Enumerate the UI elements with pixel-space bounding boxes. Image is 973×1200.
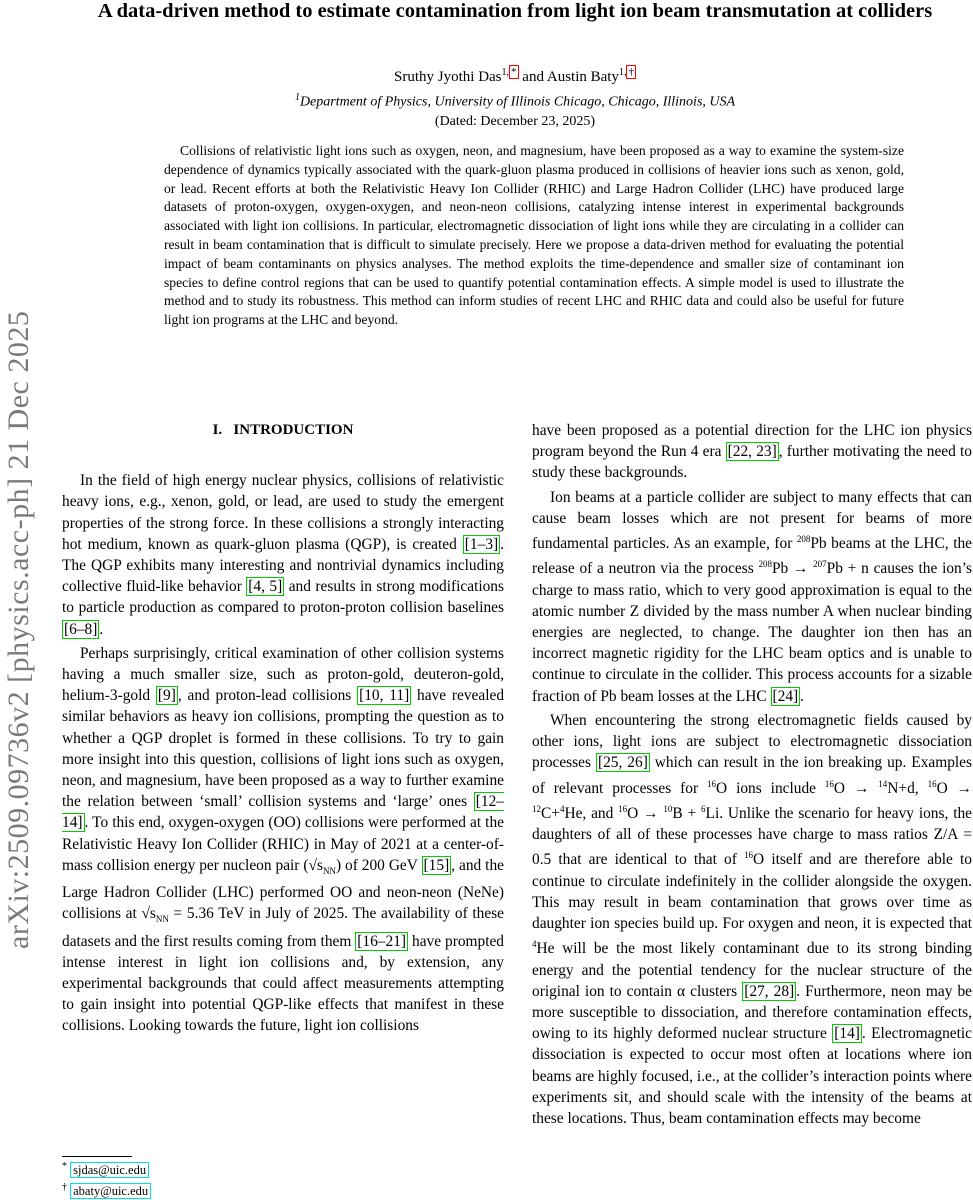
affiliation — [70, 92, 960, 111]
text-run: Li. Unlike the scenario for heavy ions, the daughters of all of these processes have charge to mass ratios Z/A = 0.5 that are identical to that of — [532, 804, 972, 869]
footnote — [62, 1158, 482, 1179]
text-run: He, and — [564, 804, 619, 822]
isotope-mass: 10 — [663, 803, 673, 814]
paragraph — [532, 420, 972, 484]
isotope-mass: 4 — [559, 803, 565, 814]
text-run: Pb + n causes the ion’s charge to mass ratio, which to very good approximation is equal to the atomic number Z divided by the mass number A when nuclear binding energies are neglected, to change. The daughter ion then has an incorrect magnetic rigidity for the LHC beam optics and is unable to continue to circulate in the collider. This process accounts for a sizable fraction of Pb beam losses at the LHC — [532, 560, 972, 705]
isotope-mass: 14 — [878, 778, 888, 789]
text-run: In the field of high energy nuclear physics, collisions of relativistic heavy ions, e.g., xenon, gold, or lead, are used to study the emergent properties of the strong force. In these collisions a strongly interacting hot medium, known as quark-gluon plasma (QGP), is created — [62, 472, 504, 553]
text-run: and results in strong modifications to particle production as compared to proton-proton collision baselines — [62, 578, 504, 617]
text-run: which can result in the ion breaking up. Examples of relevant processes for — [532, 754, 972, 797]
text-run: have revealed similar behaviors as heavy ion collisions, prompting the question as to whether a QGP droplet is formed in these collisions. To try to gain more insight into this question, collisions of light ions such as oxygen, neon, and magnesium, have been proposed as a way to further examine the relation between ‘small’ collision systems and ‘large’ ones — [62, 687, 505, 811]
text-run: O → — [936, 779, 972, 797]
text-run: B + — [672, 804, 702, 822]
right-column — [532, 420, 972, 1129]
citation-link[interactable]: [16–21] — [357, 932, 407, 950]
footnote-mark: † — [62, 1182, 67, 1194]
email-link[interactable]: abaty@uic.edu — [70, 1183, 151, 1199]
text-run: Pb → — [771, 560, 814, 578]
text-run: have prompted intense interest in light ion collisions and, by extension, any experimental backgrounds that could affect measurements attempting to gain insight into potential QGP-like effects that manifest in these collisions. Looking towards the future, light ion collisions — [62, 932, 504, 1035]
text-run: O → — [833, 779, 879, 797]
text-run: . The QGP exhibits many interesting and nontrivial dynamics including collective fluid-like behavior — [62, 535, 504, 596]
isotope-mass: 6 — [701, 803, 706, 814]
isotope-mass: 207 — [813, 559, 827, 570]
text-run: . Electromagnetic dissociation is expected to occur most often at locations where ion beams are highly focused, i.e., at the collider’s interaction points where experiments sit, and should scale with the intensity of the beams at these locations. Thus, beam contamination effects may become — [532, 1025, 972, 1128]
isotope-mass: 208 — [758, 559, 772, 570]
footnote-mark: * — [62, 1161, 67, 1172]
isotope-mass: 208 — [796, 534, 811, 545]
date-line: (Dated: December 23, 2025) — [434, 114, 596, 129]
footnote-link[interactable]: * — [511, 66, 517, 78]
text-run: He will be the most likely contaminant due to its strong binding energy and the potential tendency for the nuclear structure of the original ion to contain α clusters — [532, 940, 972, 1000]
isotope-mass: 16 — [824, 778, 834, 789]
affiliation-mark: 1, — [618, 67, 627, 78]
text-run: Ion beams at a particle collider are subject to many effects that can cause beam losses which are not present for beams of more fundamental particles. As an example, for — [532, 488, 972, 553]
citation-link[interactable]: [27, 28] — [744, 982, 795, 1000]
footnotes — [62, 1158, 482, 1200]
footnote — [62, 1179, 482, 1200]
text-run: . Furthermore, neon may be more susceptible to dissociation, and therefore contamination effects, owing to its highly deformed nuclear structure — [532, 982, 972, 1043]
text-run: O ions include — [716, 779, 825, 797]
subscript: NN — [155, 914, 169, 925]
citation-link[interactable]: [22, 23] — [727, 443, 777, 461]
author-line — [70, 66, 960, 86]
author-name: Austin Baty — [546, 69, 619, 85]
text-run: , further motivating the need to study these backgrounds. — [532, 443, 972, 482]
text-run: . To this end, oxygen-oxygen (OO) collisions were performed at the Relativistic Heavy Ion Collider (RHIC) in May of 2021 at a center-of-mass collision energy per nucleon pair (√s — [62, 814, 504, 874]
paragraph — [532, 710, 972, 1129]
text-run: When encountering the strong electromagnetic fields caused by other ions, light ions are subject to electromagnetic dissociation processes — [532, 711, 972, 772]
footnote-link[interactable]: † — [628, 66, 634, 78]
footnote-rule — [62, 1156, 132, 1157]
citation-link[interactable]: [4, 5] — [248, 578, 283, 596]
affiliation-mark: 1 — [294, 92, 300, 103]
isotope-mass: 16 — [744, 850, 754, 861]
isotope-mass: 16 — [618, 803, 628, 814]
text-run: ) of 200 GeV — [335, 856, 422, 874]
paper-title: A data-driven method to estimate contamination from light ion beam transmutation at colliders — [97, 0, 933, 22]
citation-link[interactable]: [10, 11] — [359, 687, 410, 705]
subscript: NN — [322, 865, 336, 876]
author-name: Sruthy Jyothi Das — [394, 69, 502, 85]
citation-link[interactable]: [12–14] — [62, 793, 504, 832]
citation-link[interactable]: [24] — [772, 687, 799, 705]
affiliation-text: Department of Physics, University of Illinois Chicago, Chicago, Illinois, USA — [299, 94, 736, 110]
text-run: . — [800, 687, 805, 705]
left-column — [62, 420, 504, 1037]
abstract: Collisions of relativistic light ions such as oxygen, neon, and magnesium, have been proposed as a way to examine the system-size dependence of dynamics typically associated with the quark-gluon plasma produced in collisions of heavier ions such as xenon, gold, or lead. Recent efforts at both the Relativistic Heavy Ion Collider (RHIC) and Large Hadron Collider (LHC) have produced large datasets of proton-oxygen, oxygen-oxygen, and neon-neon collisions, catalyzing intense interest in experimental backgrounds associated with light ion collisions. In particular, electromagnetic dissociation of light ions while they are circulating in a collider can result in beam contamination that is difficult to simulate precisely. Here we propose a data-driven method for evaluating the potential impact of beam contaminants on physics analyses. The method exploits the time-dependence and smaller size of contaminant ion species to define control regions that can be used to quantify potential contamination effects. A simple model is used to illustrate the method and to study its robustness. This method can inform studies of recent LHC and RHIC data and could also be useful for future light ion programs at the LHC and beyond. — [164, 143, 904, 328]
isotope-mass: 16 — [707, 778, 717, 789]
citation-link[interactable]: [1–3] — [464, 535, 499, 553]
text-run: , and proton-lead collisions — [177, 687, 358, 705]
citation-link[interactable]: [14] — [834, 1025, 860, 1043]
citation-link[interactable]: [9] — [157, 687, 176, 705]
text-run: = 5.36 TeV in July of 2025. The availability of these datasets and the first results coming from them — [62, 905, 504, 950]
text-run: Pb beams at the LHC, the release of a neutron via the process — [532, 535, 973, 578]
isotope-mass: 12 — [532, 803, 541, 814]
text-run: O → — [627, 804, 664, 822]
section-title: INTRODUCTION — [233, 422, 354, 438]
text-run: have been proposed as a potential direction for the LHC ion physics program beyond the Run 4 era — [532, 422, 972, 461]
text-run: . — [99, 620, 104, 638]
section-heading — [62, 420, 504, 441]
arxiv-identifier[interactable]: arXiv:2509.09736v2 [physics.acc-ph] 21 Dec 2025 — [2, 310, 35, 950]
isotope-mass: 16 — [927, 778, 937, 789]
affiliation-mark: 1, — [501, 67, 510, 78]
text-run: , and the Large Hadron Collider (LHC) performed OO and neon-neon (NeNe) collisions at √s — [62, 856, 504, 923]
text-run: C+ — [541, 804, 560, 822]
citation-link[interactable]: [15] — [423, 856, 450, 874]
text-run: Perhaps surprisingly, critical examination of other collision systems having a much smaller size, such as proton-gold, deuteron-gold, helium-3-gold — [62, 644, 504, 705]
author-conjunction: and — [522, 69, 544, 85]
citation-link[interactable]: [6–8] — [64, 620, 98, 638]
paragraph — [62, 470, 504, 640]
citation-link[interactable]: [25, 26] — [597, 754, 648, 772]
isotope-mass: 4 — [532, 939, 537, 950]
section-number: I. — [212, 422, 223, 438]
text-run: O itself and are therefore able to continue to circulate indefinitely in the collider alongside the oxygen. This may result in beam contamination that grows over time as daughter ion species build up. For oxygen and neon, it is expected that — [532, 851, 973, 933]
paragraph — [62, 643, 504, 1037]
text-run: N+d, — [887, 779, 928, 797]
paragraph — [532, 487, 972, 707]
email-link[interactable]: sjdas@uic.edu — [70, 1162, 149, 1178]
